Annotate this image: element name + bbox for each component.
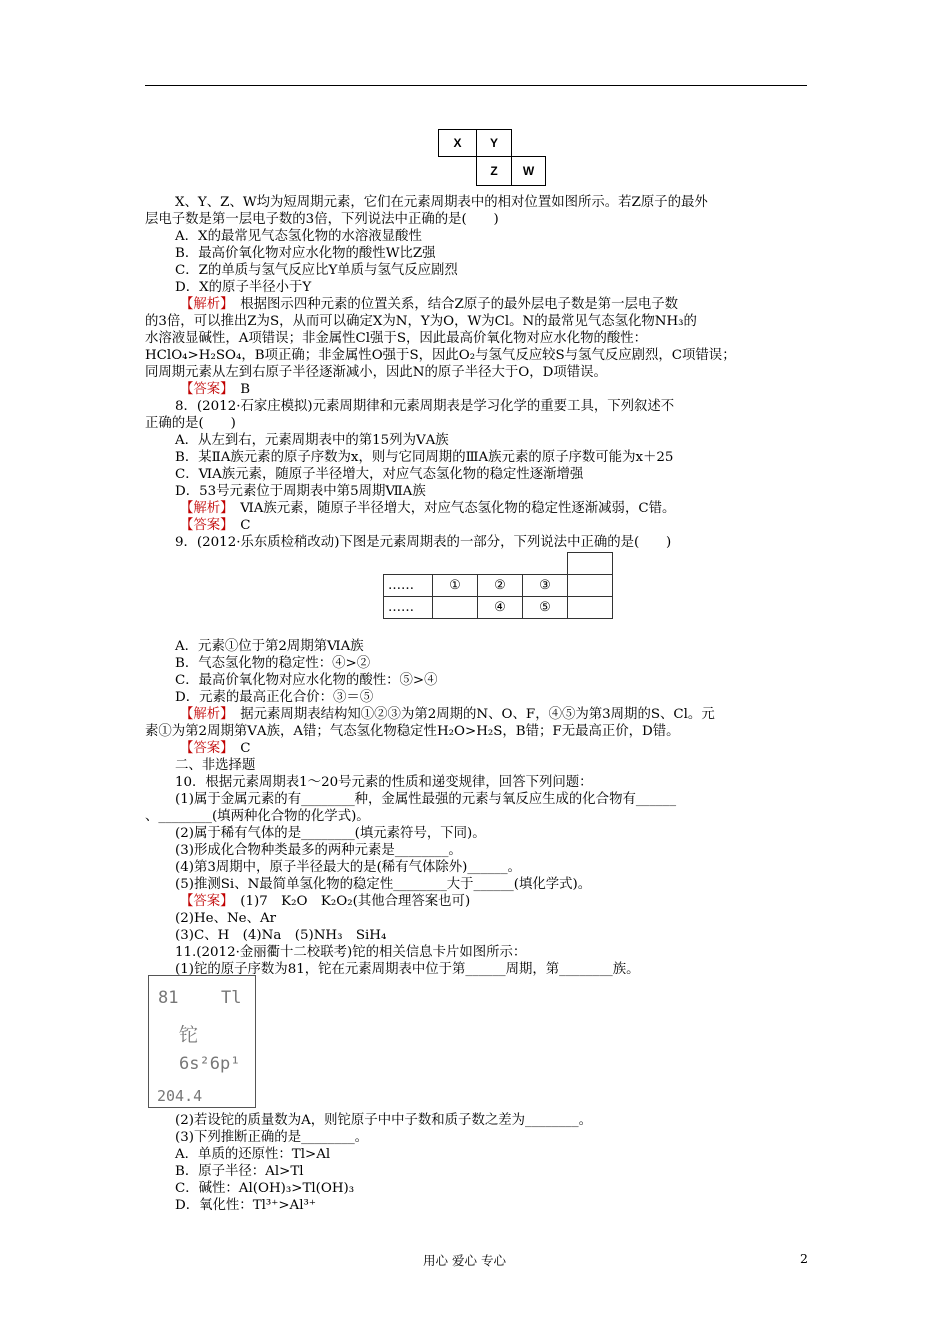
text-line: B．原子半径：Al>Tl xyxy=(175,1164,304,1179)
text-line: A．元素①位于第2周期第ⅥA族 xyxy=(175,639,364,654)
analysis-tag xyxy=(180,706,715,723)
grid-cell-w: W xyxy=(511,156,546,186)
text-line: (1)铊的原子序数为81，铊在元素周期表中位于第______周期，第________族。 xyxy=(175,962,640,977)
element-card xyxy=(148,975,256,1108)
answer-label: 【答案】 xyxy=(180,894,227,909)
header-rule xyxy=(145,85,807,86)
analysis-label: 【解析】 xyxy=(180,297,227,312)
text-line: (2)属于稀有气体的是________(填元素符号，下同)。 xyxy=(175,826,486,841)
text-line: C．碱性：Al(OH)₃>Tl(OH)₃ xyxy=(175,1181,355,1196)
analysis-label: 【解析】 xyxy=(180,501,227,516)
answer-tag xyxy=(180,740,251,757)
text-line: 的3倍，可以推出Z为S，从而可以确定X为N，Y为O，W为Cl。N的最常见气态氢化物NH₃的 xyxy=(145,314,697,329)
answer-label: 【答案】 xyxy=(180,382,227,397)
text-line: C．ⅥA族元素，随原子半径增大，对应气态氢化物的稳定性逐渐增强 xyxy=(175,467,584,482)
text-line: A．X的最常见气态氢化物的水溶液显酸性 xyxy=(175,229,422,244)
answer-label: 【答案】 xyxy=(180,741,227,756)
text-line: (5)推测Si、N最简单氢化物的稳定性________大于______(填化学式)。 xyxy=(175,877,592,892)
text-line: A．单质的还原性：Tl>Al xyxy=(175,1147,331,1162)
text-line: B．气态氢化物的稳定性：④>② xyxy=(175,656,371,671)
text-line: 层电子数是第一层电子数的3倍，下列说法中正确的是( ) xyxy=(145,212,499,227)
text-line: 10．根据元素周期表1～20号元素的性质和递变规律，回答下列问题： xyxy=(175,775,593,790)
answer-tag xyxy=(180,381,250,398)
table-cell: ① xyxy=(433,575,478,597)
text-line: 水溶液显碱性，A项错误；非金属性Cl强于S，因此最高价氧化物对应水化物的酸性： xyxy=(145,331,648,346)
text-line: C．最高价氧化物对应水化物的酸性：⑤>④ xyxy=(175,673,438,688)
text-line: (3)下列推断正确的是________。 xyxy=(175,1130,369,1145)
text-line: 正确的是( ) xyxy=(145,416,236,431)
text-line: (3)形成化合物种类最多的两种元素是________。 xyxy=(175,843,462,858)
page-number: 2 xyxy=(800,1251,808,1266)
text-line: B．最高价氧化物对应水化物的酸性W比Z强 xyxy=(175,246,436,261)
text-line: A．从左到右，元素周期表中的第15列为ⅤA族 xyxy=(175,433,449,448)
table-cell: …… xyxy=(384,597,433,619)
text-line: X、Y、Z、W均为短周期元素，它们在元素周期表中的相对位置如图所示。若Z原子的最外 xyxy=(175,195,708,210)
table-cell xyxy=(568,553,613,575)
card-config: 6s²6p¹ xyxy=(179,1054,241,1074)
card-atomic-number: 81 xyxy=(158,988,179,1008)
text-line: 根据图示四种元素的位置关系，结合Z原子的最外层电子数是第一层电子数 xyxy=(240,297,679,312)
table-cell xyxy=(568,597,613,619)
table-cell: ④ xyxy=(478,597,523,619)
text-line: 11.(2012·金丽衢十二校联考)铊的相关信息卡片如图所示： xyxy=(175,945,527,960)
analysis-tag xyxy=(180,296,678,313)
answer-tag xyxy=(180,893,470,910)
text-line: 、________(填两种化合物的化学式)。 xyxy=(145,809,370,824)
footer-text: 用心 爱心 专心 xyxy=(423,1253,506,1268)
table-cell: ③ xyxy=(523,575,568,597)
grid-cell-y: Y xyxy=(476,129,512,157)
text-line: (3)C、H (4)Na (5)NH₃ SiH₄ xyxy=(175,928,387,943)
table-cell: ⑤ xyxy=(523,597,568,619)
answer-label: 【答案】 xyxy=(180,518,227,533)
text-line: (2)若设铊的质量数为A，则铊原子中中子数和质子数之差为________。 xyxy=(175,1113,592,1128)
analysis-tag xyxy=(180,500,675,517)
answer-tag xyxy=(180,517,251,534)
text-line: ⅥA族元素，随原子半径增大，对应气态氢化物的稳定性逐渐减弱，C错。 xyxy=(240,501,676,516)
table-cell xyxy=(433,597,478,619)
section-title: 二、非选择题 xyxy=(175,758,256,773)
answer-value: C xyxy=(240,518,251,533)
grid-cell-z: Z xyxy=(476,156,512,186)
answer-value: B xyxy=(240,382,251,397)
text-line: HClO₄>H₂SO₄，B项正确；非金属性O强于S，因此O₂与氢气反应较S与氢气反应剧烈，C项错误； xyxy=(145,348,736,363)
analysis-label: 【解析】 xyxy=(180,707,227,722)
table-cell: ② xyxy=(478,575,523,597)
card-symbol: Tl xyxy=(221,988,242,1008)
text-line: (2)He、Ne、Ar xyxy=(175,911,277,926)
text-line: 素①为第2周期第ⅤA族，A错；气态氢化物稳定性H₂O>H₂S，B错；F无最高正价，D错。 xyxy=(145,724,680,739)
answer-value: C xyxy=(240,741,251,756)
text-line: D．53号元素位于周期表中第5周期ⅦA族 xyxy=(175,484,426,499)
text-line: 9．(2012·乐东质检稍改动)下图是元素周期表的一部分，下列说法中正确的是( ) xyxy=(175,535,672,550)
text-line: 8．(2012·石家庄模拟)元素周期律和元素周期表是学习化学的重要工具，下列叙述不 xyxy=(175,399,675,414)
card-name: 铊 xyxy=(179,1024,199,1046)
grid-cell-x: X xyxy=(438,129,477,157)
answer-value: (1)7 K₂O K₂O₂(其他合理答案也可) xyxy=(240,894,471,909)
text-line: D．X的原子半径小于Y xyxy=(175,280,312,295)
card-mass: 204.4 xyxy=(157,1087,203,1105)
text-line: (1)属于金属元素的有________种，金属性最强的元素与氧反应生成的化合物有______ xyxy=(175,792,677,807)
table-cell: …… xyxy=(384,575,433,597)
text-line: 同周期元素从左到右原子半径逐渐减小，因此N的原子半径大于O，D项错误。 xyxy=(145,365,607,380)
text-line: B．某ⅡA族元素的原子序数为x，则与它同周期的ⅢA族元素的原子序数可能为x＋25 xyxy=(175,450,674,465)
table-cell xyxy=(568,575,613,597)
text-line: (4)第3周期中，原子半径最大的是(稀有气体除外)______。 xyxy=(175,860,521,875)
text-line: 据元素周期表结构知①②③为第2周期的N、O、F，④⑤为第3周期的S、Cl。元 xyxy=(240,707,715,722)
text-line: D．元素的最高正化合价：③＝⑤ xyxy=(175,690,374,705)
periodic-table-fragment xyxy=(383,552,613,619)
text-line: C．Z的单质与氢气反应比Y单质与氢气反应剧烈 xyxy=(175,263,458,278)
text-line: D．氧化性：Tl³⁺>Al³⁺ xyxy=(175,1198,316,1213)
